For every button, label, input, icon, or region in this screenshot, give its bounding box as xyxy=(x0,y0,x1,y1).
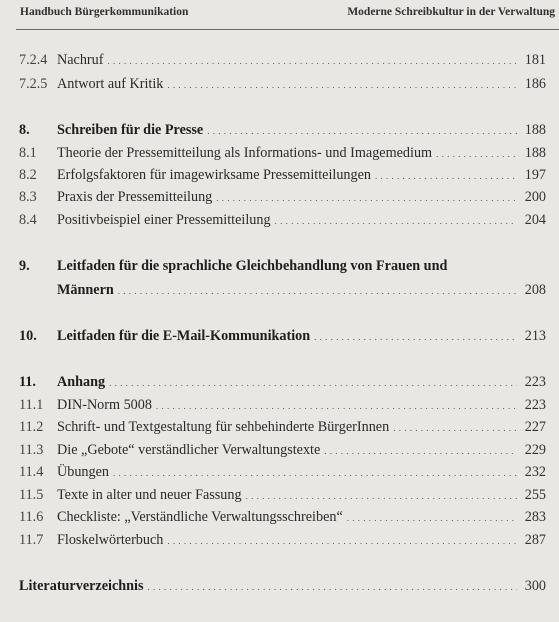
leader-dots xyxy=(436,143,517,164)
leader-dots xyxy=(216,187,517,208)
toc-entry-11-7 xyxy=(0,530,559,550)
toc-page: 227 xyxy=(524,419,546,435)
toc-page: 181 xyxy=(524,52,546,68)
leader-dots xyxy=(148,576,518,597)
toc-title: Männern xyxy=(57,282,114,298)
header-rule xyxy=(16,29,559,30)
toc-page: 197 xyxy=(524,167,546,183)
leader-dots xyxy=(314,326,517,347)
toc-number: 9. xyxy=(19,258,30,274)
toc-chapter-9-continued xyxy=(0,280,559,300)
toc-number: 8.4 xyxy=(19,212,37,228)
toc-entry-7-2-4 xyxy=(0,50,559,70)
toc-bibliography xyxy=(0,576,559,596)
toc-number: 11.1 xyxy=(19,397,44,413)
toc-title: Positivbeispiel einer Pressemitteilung xyxy=(57,212,271,228)
leader-dots xyxy=(107,50,517,71)
toc-title: Übungen xyxy=(57,464,110,480)
toc-title: Praxis der Pressemitteilung xyxy=(57,189,213,205)
toc-number: 8.1 xyxy=(19,145,37,161)
toc-page: 229 xyxy=(524,442,546,458)
leader-dots xyxy=(375,165,517,186)
toc-number: 10. xyxy=(19,328,37,344)
leader-dots xyxy=(113,462,517,483)
toc-title: Checkliste: „Verständliche Verwaltungsschreiben“ xyxy=(57,509,343,525)
toc-title: Leitfaden für die E-Mail-Kommunikation xyxy=(57,328,311,344)
leader-dots xyxy=(347,507,517,528)
toc-entry-11-4 xyxy=(0,462,559,482)
toc-number: 7.2.5 xyxy=(19,76,48,92)
toc-title: Antwort auf Kritik xyxy=(57,76,164,92)
toc-page: 283 xyxy=(524,509,546,525)
toc-entry-7-2-5 xyxy=(0,74,559,94)
toc-entry-11-1 xyxy=(0,395,559,415)
toc-page: 213 xyxy=(524,328,546,344)
leader-dots xyxy=(109,372,517,393)
toc-title: Anhang xyxy=(57,374,106,390)
leader-dots xyxy=(275,210,517,231)
toc-number: 11.6 xyxy=(19,509,44,525)
toc-number: 7.2.4 xyxy=(19,52,48,68)
toc-number: 8.2 xyxy=(19,167,37,183)
toc-title: Schrift- und Textgestaltung für sehbehinderte BürgerInnen xyxy=(57,419,390,435)
toc-title: Erfolgsfaktoren für imagewirksame Pressemitteilungen xyxy=(57,167,372,183)
leader-dots xyxy=(324,440,517,461)
toc-entry-8-3 xyxy=(0,187,559,207)
toc-page: 186 xyxy=(524,76,546,92)
toc-number: 11.4 xyxy=(19,464,44,480)
toc-title: DIN-Norm 5008 xyxy=(57,397,152,413)
running-header-right: Moderne Schreibkultur in der Verwaltung xyxy=(347,6,555,18)
toc-number: 11. xyxy=(19,374,36,390)
toc-page: 300 xyxy=(524,578,546,594)
toc-entry-11-2 xyxy=(0,417,559,437)
toc-page: 287 xyxy=(524,532,546,548)
toc-title: Nachruf xyxy=(57,52,104,68)
running-header-left: Handbuch Bürgerkommunikation xyxy=(20,6,189,18)
leader-dots xyxy=(246,485,517,506)
leader-dots xyxy=(207,120,517,141)
toc-page: 188 xyxy=(524,122,546,138)
leader-dots xyxy=(156,395,517,416)
toc-page: 204 xyxy=(524,212,546,228)
toc-page: 232 xyxy=(524,464,546,480)
leader-dots xyxy=(167,74,517,95)
leader-dots xyxy=(167,530,517,551)
toc-entry-11-5 xyxy=(0,485,559,505)
toc-title: Texte in alter und neuer Fassung xyxy=(57,487,242,503)
toc-title: Leitfaden für die sprachliche Gleichbehandlung von Frauen und xyxy=(57,258,448,274)
toc-number: 8. xyxy=(19,122,30,138)
toc-entry-11-3 xyxy=(0,440,559,460)
toc-entry-8-2 xyxy=(0,165,559,185)
toc-title: Schreiben für die Presse xyxy=(57,122,204,138)
toc-title: Die „Gebote“ verständlicher Verwaltungstexte xyxy=(57,442,321,458)
leader-dots xyxy=(393,417,517,438)
toc-page: 223 xyxy=(524,397,546,413)
toc-number: 8.3 xyxy=(19,189,37,205)
toc-entry-8-1 xyxy=(0,143,559,163)
toc-page: 208 xyxy=(524,282,546,298)
toc-entry-8-4 xyxy=(0,210,559,230)
toc-page: 223 xyxy=(524,374,546,390)
toc-chapter-9 xyxy=(0,256,559,276)
toc-chapter-8 xyxy=(0,120,559,140)
toc-chapter-11 xyxy=(0,372,559,392)
toc-title: Floskelwörterbuch xyxy=(57,532,164,548)
toc-number: 11.2 xyxy=(19,419,44,435)
toc-page: 200 xyxy=(524,189,546,205)
leader-dots xyxy=(118,280,517,301)
toc-title: Theorie der Pressemitteilung als Informations- und Imagemedium xyxy=(57,145,433,161)
toc-chapter-10 xyxy=(0,326,559,346)
toc-number: 11.5 xyxy=(19,487,44,503)
toc-number: 11.3 xyxy=(19,442,44,458)
toc-entry-11-6 xyxy=(0,507,559,527)
toc-number: 11.7 xyxy=(19,532,44,548)
toc-page: 188 xyxy=(524,145,546,161)
toc-page: 255 xyxy=(524,487,546,503)
toc-title: Literaturverzeichnis xyxy=(19,578,144,594)
